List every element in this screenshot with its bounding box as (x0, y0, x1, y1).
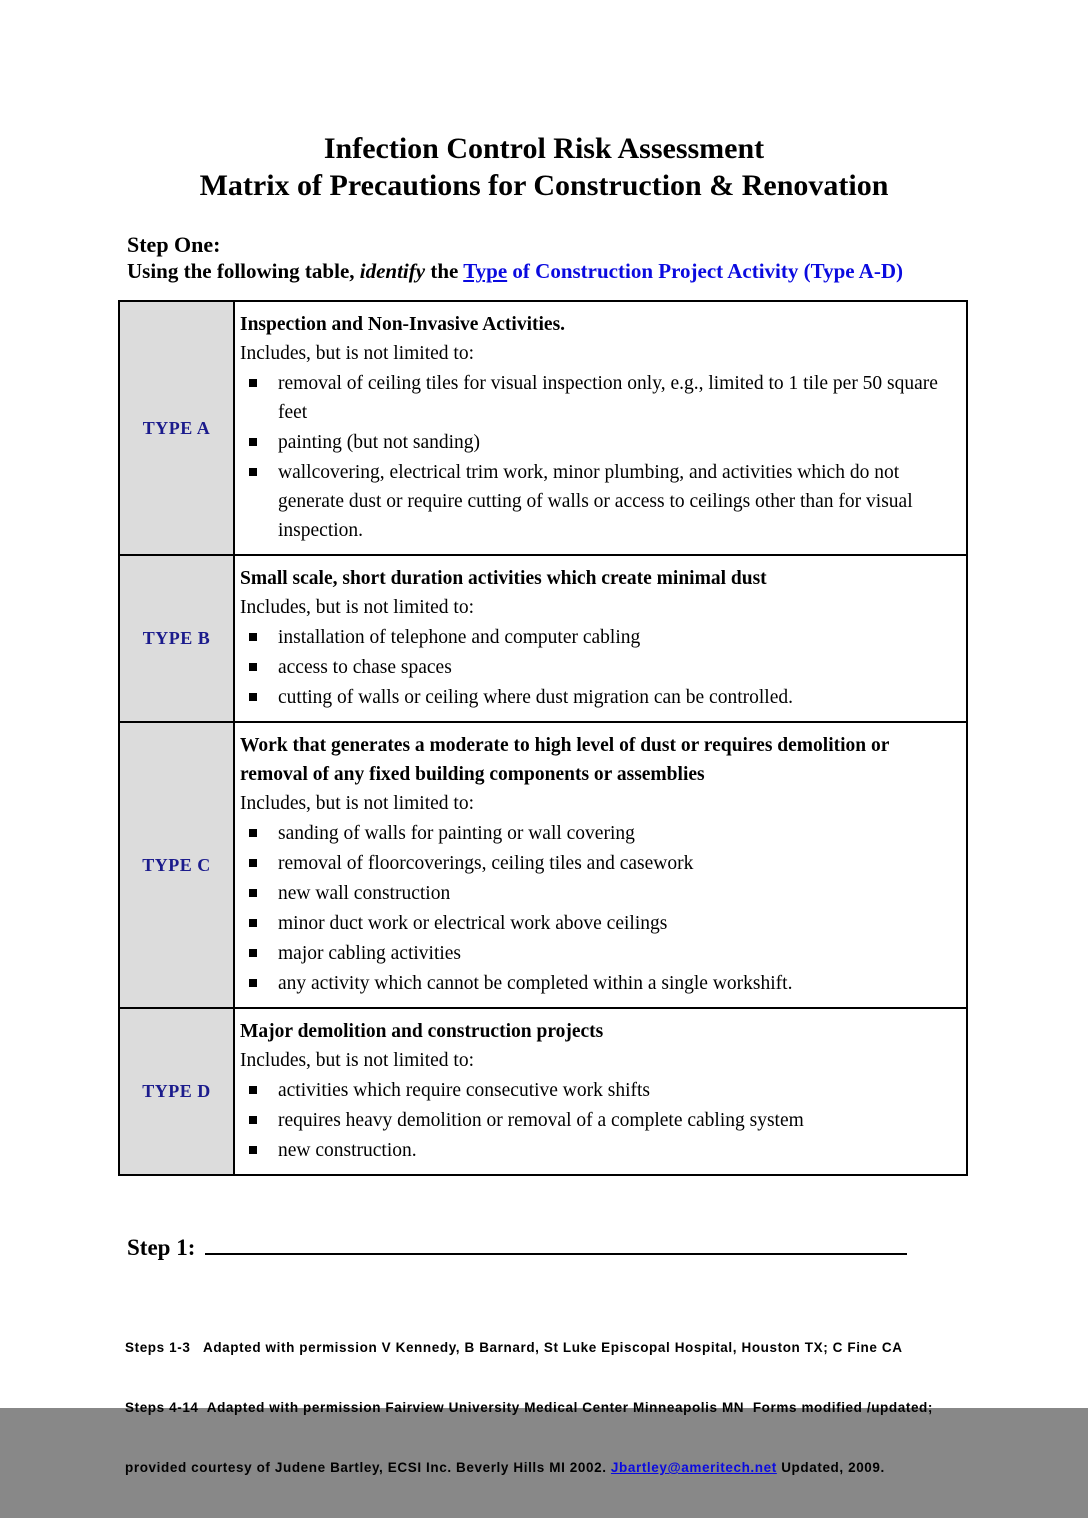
bullet-icon (249, 438, 257, 446)
bullet-icon (249, 919, 257, 927)
list-item: painting (but not sanding) (240, 428, 954, 457)
step-one-heading: Step One: (127, 232, 221, 257)
title-line-2: Matrix of Precautions for Construction & Renovation (199, 169, 889, 202)
bullet-icon (249, 693, 257, 701)
title-line-1: Infection Control Risk Assessment (323, 132, 765, 165)
list-item: removal of floorcoverings, ceiling tiles and casework (240, 849, 954, 878)
table-row-type-a (119, 301, 967, 555)
list-item: sanding of walls for painting or wall covering (240, 819, 954, 848)
type-c-heading: Work that generates a moderate to high level of dust or requires demolition or removal of any fixed building components or assemblies (240, 735, 890, 785)
type-c-includes: Includes, but is not limited to: (240, 793, 474, 814)
instruction-mid: the (425, 259, 464, 283)
footnote-line-3-suffix: Updated, 2009. (776, 1460, 885, 1475)
type-a-includes: Includes, but is not limited to: (240, 343, 474, 364)
type-d-description-cell (234, 1008, 967, 1175)
bullet-icon (249, 859, 257, 867)
bullet-icon (249, 663, 257, 671)
list-item: wallcovering, electrical trim work, minor plumbing, and activities which do not generate dust or require cutting of walls or access to ceilings other than for visual inspection. (240, 458, 954, 545)
step-one-instruction (127, 258, 978, 285)
bullet-icon (249, 633, 257, 641)
footnote-line-3-prefix: provided courtesy of Judene Bartley, ECSI Inc. Beverly Hills MI 2002. (125, 1460, 611, 1475)
step-1-blank-line[interactable] (205, 1231, 907, 1255)
type-b-heading: Small scale, short duration activities which create minimal dust (240, 568, 767, 589)
list-item: activities which require consecutive work shifts (240, 1076, 954, 1105)
attribution-footnote (125, 1298, 933, 1518)
type-hyperlink[interactable]: Type (463, 259, 508, 283)
table-row-type-b (119, 555, 967, 722)
bullet-icon (249, 1146, 257, 1154)
step-1-label: Step 1: (127, 1235, 196, 1260)
type-d-label: TYPE D (119, 1008, 234, 1175)
instruction-prefix: Using the following table, (127, 259, 360, 283)
bullet-icon (249, 949, 257, 957)
list-item: new construction. (240, 1136, 954, 1165)
footnote-line-1: Steps 1-3 Adapted with permission V Kennedy, B Barnard, St Luke Episcopal Hospital, Houston TX; C Fine CA (125, 1340, 903, 1355)
list-item: requires heavy demolition or removal of a complete cabling system (240, 1106, 954, 1135)
type-b-includes: Includes, but is not limited to: (240, 597, 474, 618)
type-c-label: TYPE C (119, 722, 234, 1008)
bullet-icon (249, 468, 257, 476)
email-link[interactable]: Jbartley@ameritech.net (610, 1460, 777, 1475)
footnote-line-2: Steps 4-14 Adapted with permission Fairview University Medical Center Minneapolis MN Forms modified /updated; (125, 1400, 933, 1415)
type-b-label: TYPE B (119, 555, 234, 722)
type-c-description-cell (234, 722, 967, 1008)
footnote-line-3 (125, 1458, 933, 1478)
bullet-icon (249, 829, 257, 837)
bullet-icon (249, 889, 257, 897)
bullet-icon (249, 379, 257, 387)
list-item: major cabling activities (240, 939, 954, 968)
instruction-identify: identify (359, 259, 426, 283)
bullet-icon (249, 1116, 257, 1124)
type-a-heading: Inspection and Non-Invasive Activities. (240, 314, 566, 335)
table-row-type-d (119, 1008, 967, 1175)
table-row-type-c (119, 722, 967, 1008)
instruction-suffix: of Construction Project Activity (Type A-D) (507, 259, 903, 283)
list-item: removal of ceiling tiles for visual inspection only, e.g., limited to 1 tile per 50 square feet (240, 369, 954, 427)
construction-activity-type-table (118, 300, 968, 1176)
step-one-section (127, 231, 978, 285)
list-item: minor duct work or electrical work above ceilings (240, 909, 954, 938)
list-item: any activity which cannot be completed within a single workshift. (240, 969, 954, 998)
list-item: cutting of walls or ceiling where dust migration can be controlled. (240, 683, 954, 712)
type-d-heading: Major demolition and construction projects (240, 1021, 604, 1042)
step-1-fill-in-row (127, 1231, 1088, 1261)
type-a-description-cell (234, 301, 967, 555)
list-item: installation of telephone and computer cabling (240, 623, 954, 652)
document-title (0, 0, 1088, 204)
list-item: new wall construction (240, 879, 954, 908)
type-b-description-cell (234, 555, 967, 722)
list-item: access to chase spaces (240, 653, 954, 682)
type-d-includes: Includes, but is not limited to: (240, 1050, 474, 1071)
bullet-icon (249, 1086, 257, 1094)
type-a-label: TYPE A (119, 301, 234, 555)
bullet-icon (249, 979, 257, 987)
